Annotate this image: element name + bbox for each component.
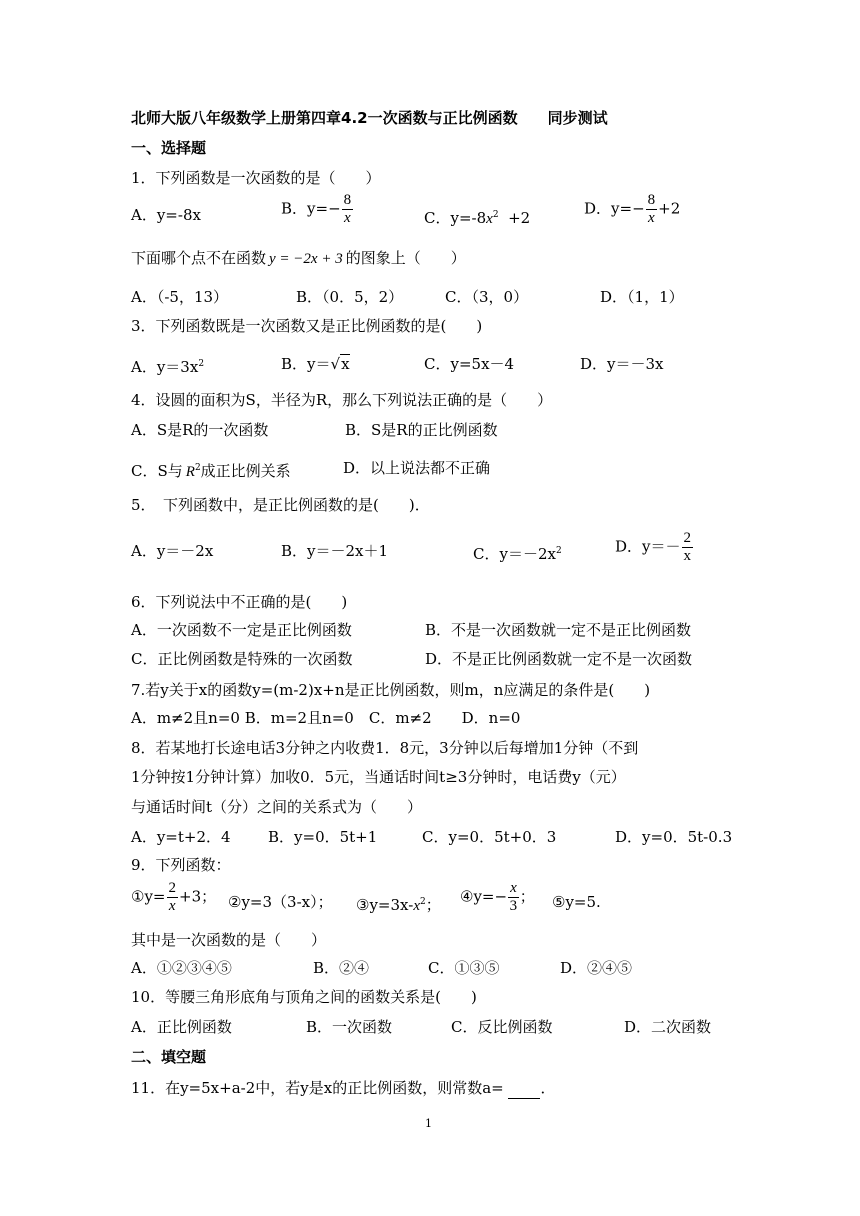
question-6-option-c: C．正比例函数是特殊的一次函数 (131, 650, 353, 668)
question-9-option-d: D．②④⑤ (560, 959, 633, 977)
question-5-option-d (615, 530, 694, 565)
option-c-suffix: +2 (508, 209, 531, 227)
variable: R (185, 464, 195, 480)
question-8-option-a: A．y=t+2．4 (131, 828, 231, 846)
option-b-prefix: B．y=− (281, 199, 341, 218)
question-9-option-c: C．①③⑤ (428, 959, 500, 977)
question-2-option-b: B．（0．5，2） (296, 288, 404, 306)
question-3-stem: 3．下列函数既是一次函数又是正比例函数的是( ) (131, 317, 483, 335)
question-6-option-a: A．一次函数不一定是正比例函数 (131, 621, 352, 639)
stem-suffix: 的图象上（ ） (345, 249, 466, 267)
fraction-denominator: x (344, 210, 351, 226)
question-9-function-2: ②y=3（3-x）； (228, 893, 333, 911)
function-expression: y = −2x + 3 (269, 251, 343, 267)
exponent: 2 (419, 897, 426, 907)
question-4-option-c (131, 458, 291, 482)
question-9-stem: 9．下列函数： (131, 856, 231, 874)
option-c-prefix: C．S与 (131, 462, 183, 480)
fraction-numerator: 8 (343, 192, 352, 208)
section-heading-fill-in: 二、填空题 (131, 1048, 207, 1066)
question-6-option-d: D．不是正比例函数就一定不是一次函数 (425, 650, 693, 668)
option-d-prefix: D．y＝－ (615, 537, 681, 556)
function-1-prefix: ①y= (131, 887, 166, 906)
question-9-function-4 (460, 880, 535, 915)
exponent: 2 (198, 359, 205, 369)
stem-prefix: 下面哪个点不在函数 (131, 249, 267, 267)
question-11 (131, 1078, 556, 1099)
question-3-option-c: C．y=5x－4 (424, 355, 515, 373)
question-4-stem: 4．设圆的面积为S，半径为R，那么下列说法正确的是（ ） (131, 391, 553, 409)
section-heading-choice: 一、选择题 (131, 139, 207, 157)
question-9-option-b: B．②④ (313, 959, 370, 977)
document-title: 北师大版八年级数学上册第四章4.2一次函数与正比例函数 同步测试 (131, 109, 608, 127)
question-9-function-1 (131, 880, 216, 915)
fraction-numerator: 8 (647, 192, 656, 208)
radicand: x (341, 355, 350, 373)
function-4-suffix: ； (519, 887, 535, 906)
page-number: 1 (425, 1117, 432, 1130)
question-10-stem: 10．等腰三角形底角与顶角之间的函数关系是( ) (131, 988, 477, 1006)
fraction-denominator: 3 (509, 898, 518, 914)
option-c-suffix: 成正比例关系 (200, 462, 291, 480)
exponent: 2 (492, 210, 499, 220)
question-10-option-c: C．反比例函数 (451, 1018, 553, 1036)
variable: x (413, 898, 420, 914)
fraction-denominator: x (683, 548, 692, 564)
question-5-option-a: A．y＝－2x (131, 542, 214, 560)
variable: x (486, 211, 493, 227)
function-1-suffix: +3； (179, 887, 217, 906)
question-2-option-d: D．（1，1） (600, 288, 684, 306)
question-11-stem: 11．在y=5x+a-2中，若y是x的正比例函数，则常数a= (131, 1079, 504, 1097)
question-5-option-c (473, 541, 562, 564)
option-c-prefix: C．y＝－2x (473, 545, 556, 563)
function-4-prefix: ④y=− (460, 887, 508, 906)
question-3-option-a (131, 354, 204, 377)
fraction (508, 880, 519, 915)
question-7-options: A．m≠2且n=0 B．m=2且n=0 C．m≠2 D．n=0 (131, 709, 521, 727)
question-1-option-b (281, 192, 354, 227)
option-b-prefix: B．y＝ (281, 355, 331, 373)
fraction-denominator: x (648, 210, 655, 226)
exponent: 2 (555, 546, 562, 556)
question-5-stem: 5． 下列函数中，是正比例函数的是( )． (131, 496, 430, 514)
fraction-numerator: 2 (683, 530, 692, 546)
fraction (342, 192, 354, 227)
question-11-tail: ． (540, 1079, 556, 1097)
option-c-prefix: C．y=-8 (424, 209, 487, 227)
question-10-option-d: D．二次函数 (624, 1018, 712, 1036)
question-9-option-a: A．①②③④⑤ (131, 959, 232, 977)
question-8-option-b: B．y=0．5t+1 (268, 828, 378, 846)
question-8-option-c: C．y=0．5t+0．3 (422, 828, 557, 846)
question-8-line-1: 8．若某地打长途电话3分钟之内收费1．8元，3分钟以后每增加1分钟（不到 (131, 739, 639, 757)
fraction-denominator: x (168, 898, 176, 914)
question-4-option-d: D．以上说法都不正确 (343, 459, 491, 477)
question-1-option-a: A．y=-8x (131, 206, 201, 224)
question-7-stem: 7.若y关于x的函数y=(m-2)x+n是正比例函数，则m，n应满足的条件是( ) (131, 681, 651, 699)
answer-blank[interactable] (508, 1078, 540, 1099)
question-9-function-3 (356, 892, 441, 916)
question-9-function-5: ⑤y=5. (552, 893, 601, 911)
option-a-prefix: A．y＝3x (131, 358, 199, 376)
question-1-stem: 1．下列函数是一次函数的是（ ） (131, 169, 381, 187)
radical-sign: √ (330, 355, 341, 373)
question-4-option-b: B．S是R的正比例函数 (345, 421, 498, 439)
question-10-option-b: B．一次函数 (306, 1018, 393, 1036)
question-8-line-2: 1分钟按1分钟计算）加收0．5元，当通话时间t≥3分钟时，电话费y（元） (131, 768, 626, 786)
function-3-suffix: ； (425, 896, 441, 914)
question-8-option-d: D．y=0．5t-0.3 (615, 828, 733, 846)
option-d-prefix: D．y=− (584, 199, 645, 218)
question-6-stem: 6．下列说法中不正确的是( ) (131, 593, 348, 611)
question-10-option-a: A．正比例函数 (131, 1018, 232, 1036)
question-2-option-a: A．（-5，13） (131, 288, 229, 306)
question-1-option-c (424, 205, 530, 229)
question-3-option-b (281, 354, 350, 374)
question-3-option-d: D．y＝－3x (580, 355, 664, 373)
question-2-option-c: C．（3，0） (445, 288, 529, 306)
exponent: 2 (194, 463, 201, 473)
question-2-stem (131, 248, 466, 269)
question-5-option-b: B．y＝－2x＋1 (281, 542, 389, 560)
question-4-option-a: A．S是R的一次函数 (131, 421, 269, 439)
question-1-option-d (584, 192, 680, 227)
question-6-option-b: B．不是一次函数就一定不是正比例函数 (425, 621, 692, 639)
fraction (167, 880, 179, 915)
fraction (646, 192, 658, 227)
fraction-numerator: 2 (168, 880, 176, 896)
option-d-suffix: +2 (658, 199, 681, 218)
question-9-line-2: 其中是一次函数的是（ ） (131, 931, 327, 949)
question-8-line-3: 与通话时间t（分）之间的关系式为（ ） (131, 798, 423, 816)
fraction (682, 530, 694, 565)
fraction-numerator: x (510, 880, 517, 896)
function-3-prefix: ③y=3x- (356, 896, 414, 914)
